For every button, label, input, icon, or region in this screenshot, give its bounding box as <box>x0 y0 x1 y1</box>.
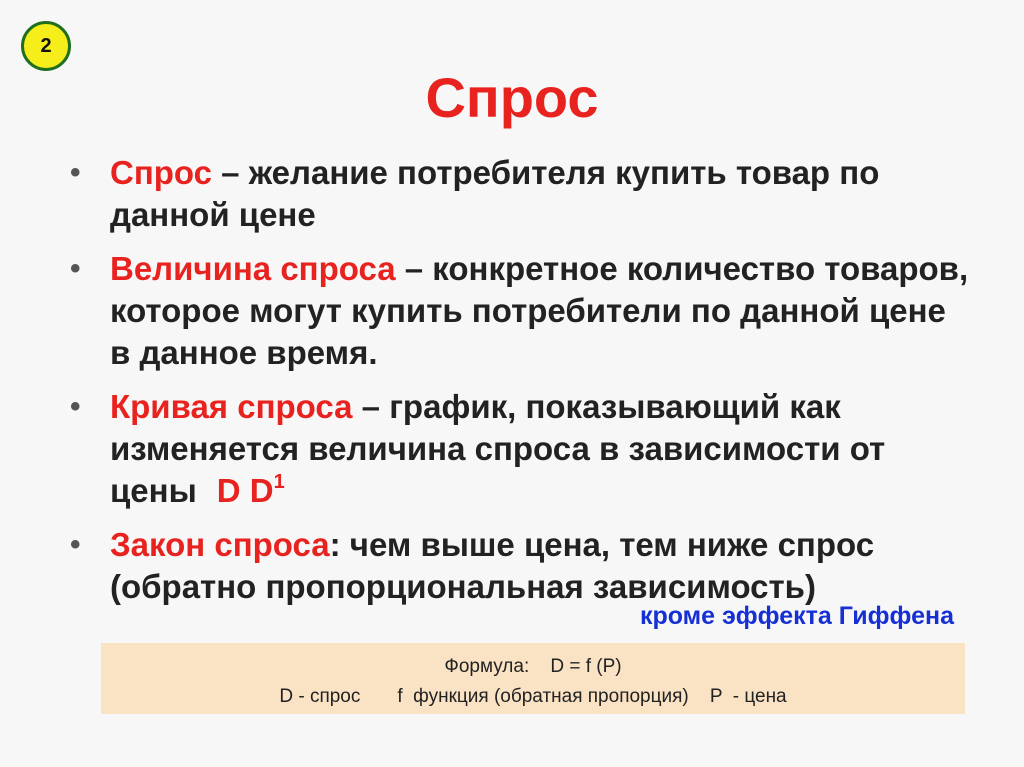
bullet-demand-curve <box>70 386 970 512</box>
bullet-term: Кривая спроса <box>110 388 353 425</box>
demand-curve-label: D D <box>216 472 274 509</box>
formula-line-2: D - спрос f функция (обратная пропорция) P - цена <box>279 686 787 707</box>
bullet-list <box>70 152 970 620</box>
giffen-note: кроме эффекта Гиффена <box>639 602 954 630</box>
formula-line-1: Формула: D = f (P) <box>444 656 622 677</box>
bullet-law-of-demand <box>70 524 970 608</box>
bullet-demand <box>70 152 970 236</box>
bullet-dot-icon: • <box>70 252 81 285</box>
demand-curve-symbols <box>217 472 285 509</box>
bullet-text: – график, показывающий как изменяется величина спроса в зависимости от цены <box>110 388 886 509</box>
bullet-dot-icon: • <box>70 528 81 561</box>
formula-box <box>101 643 965 714</box>
slide-title: Спрос <box>425 66 599 129</box>
bullet-quantity-demanded <box>70 248 970 374</box>
bullet-text: – конкретное количество товаров, которое могут купить потребители по данной цене в данное время. <box>110 250 969 371</box>
bullet-term: Величина спроса <box>110 250 396 287</box>
bullet-text: : чем выше цена, тем ниже спрос (обратно пропорциональная зависимость) <box>110 526 875 605</box>
slide-number: 2 <box>40 34 52 57</box>
bullet-term: Спрос <box>110 154 212 191</box>
bullet-term: Закон спроса <box>110 526 330 563</box>
demand-curve-superscript: 1 <box>273 471 285 493</box>
bullet-dot-icon: • <box>70 156 81 189</box>
bullet-text: – желание потребителя купить товар по данной цене <box>110 154 880 233</box>
bullet-dot-icon: • <box>70 390 81 423</box>
